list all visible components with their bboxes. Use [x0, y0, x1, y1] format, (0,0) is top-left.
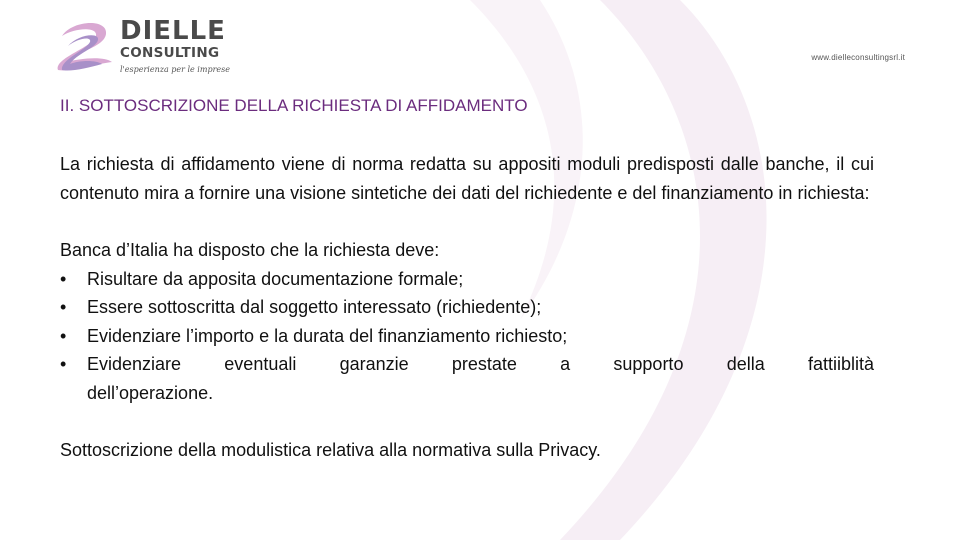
section-title: II. SOTTOSCRIZIONE DELLA RICHIESTA DI AFFIDAMENTO: [60, 96, 528, 115]
intro-paragraph: La richiesta di affidamento viene di norma redatta su appositi moduli predisposti dalle banche, il cui contenuto mira a fornire una visione sintetiche dei dati del richiedente e del finanziamento in richiesta:: [60, 154, 874, 203]
list-item: [60, 265, 874, 294]
logo-name: DIELLE: [120, 16, 226, 46]
outro-paragraph: Sottoscrizione della modulistica relativa alla normativa sulla Privacy.: [60, 440, 601, 460]
list-item: [60, 322, 874, 351]
company-logo: [52, 16, 242, 78]
logo-tagline: l'esperienza per le imprese: [120, 65, 230, 74]
logo-subtitle: CONSULTING: [120, 45, 220, 61]
list-item: [60, 350, 874, 407]
list-item-text: Evidenziare l’importo e la durata del finanziamento richiesto;: [87, 325, 568, 346]
bullet-icon: •: [60, 325, 67, 346]
list-item: [60, 293, 874, 322]
slide-content: [60, 150, 874, 465]
bullet-icon: •: [60, 297, 67, 317]
bullet-icon: •: [60, 354, 67, 374]
list-item-text: Essere sottoscritta dal soggetto interessato (richiedente);: [87, 297, 542, 317]
list-item-text: Evidenziare eventuali garanzie prestate a supporto della fattiiblità: [87, 354, 874, 374]
requirements-list: [60, 265, 874, 408]
bullet-icon: •: [60, 268, 67, 289]
list-intro: Banca d’Italia ha disposto che la richiesta deve:: [60, 240, 440, 260]
website-url[interactable]: www.dielleconsultingsrl.it: [811, 53, 905, 62]
list-item-text: Risultare da apposita documentazione formale;: [87, 268, 464, 289]
logo-mark-icon: [52, 18, 118, 76]
list-item-text-continued: dell’operazione.: [87, 382, 214, 403]
